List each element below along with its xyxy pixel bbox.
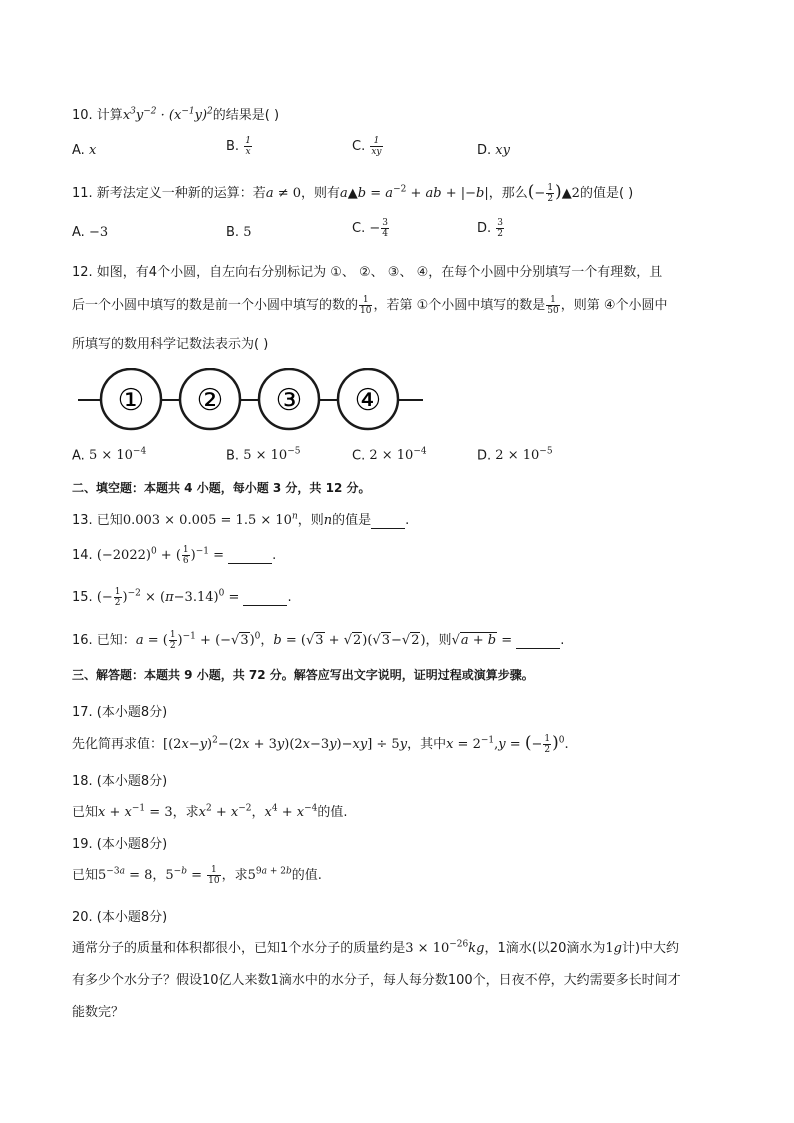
question-12-line-3: 所填写的数用科学记数法表示为( ) — [72, 337, 269, 352]
svg-text:①: ① — [117, 383, 145, 418]
question-20-line-3: 能数完？ — [72, 1005, 125, 1020]
question-18: 已知$x + x^{-1} = 3$，求$x^2 + x^{-2}$，$x^4 + x^{-4}$的值. — [72, 803, 348, 820]
svg-text:③: ③ — [275, 383, 303, 418]
q10-prefix: 10. 计算 — [72, 108, 123, 123]
question-16: 16. 已知：a = ( $\frac{1}{2}$ )$^{-1} + (-√3)^0$，b = (√3 + √2)(√3−√2)，则√a + b = . — [72, 630, 565, 651]
q11-option-b: B. 5 — [226, 225, 252, 240]
q11-option-c: C. − $\frac{3}{4}$ — [352, 218, 388, 239]
q12-option-a: A. $5 \times 10^{-4}$ — [72, 447, 147, 464]
question-14: 14. $(-2022)^0$ + ( $\frac{1}{6}$ )$^{-1}$ = . — [72, 545, 277, 566]
question-12-line-2: 后一个小圆中填写的数是前一个小圆中填写的数的 $\frac{1}{10}$ ，若第 ①个小圆中填写的数是 $\frac{1}{50}$ ，则第 ④个小圆中 — [72, 295, 668, 316]
question-19: 已知$5^{-3a} = 8$，$5^{-b}$ = $\frac{1}{10}$ ，求$5^{9a + 2b}$的值. — [72, 865, 322, 886]
q10-option-a: A. x — [72, 143, 97, 158]
question-17: 先化简再求值：$[(2x-y)^2-(2x + 3y)(2x-3y)-xy] \div 5y$，其中$x = 2^{-1},y$ = (− $\frac{1}{2}$ )$^0$. — [72, 733, 569, 755]
q10-option-d: D. xy — [477, 143, 510, 158]
question-12-line-1: 12. 如图，有4个小圆，自左向右分别标记为 ①、 ②、 ③、 ④，在每个小圆中分别填写一个有理数，且 — [72, 265, 663, 280]
q10-option-b: B. $\frac{1}{x}$ — [226, 136, 251, 157]
q14-answer-blank[interactable] — [228, 548, 272, 564]
q13-answer-blank[interactable] — [371, 513, 405, 529]
circle-2 — [180, 369, 240, 429]
question-20-line-2: 有多少个水分子？假设10亿人来数1滴水中的水分子，每人每分数100个，日夜不停，大约需要多长时间才 — [72, 973, 681, 988]
section-2-heading: 二、填空题：本题共 4 小题，每小题 3 分，共 12 分。 — [72, 481, 371, 495]
section-3-heading: 三、解答题：本题共 9 小题，共 72 分。解答应写出文字说明，证明过程或演算步骤。 — [72, 668, 534, 682]
question-13: 13. 已知$0.003 \times 0.005 = 1.5 \times 10^n$，则n的值是 . — [72, 511, 410, 528]
q12-option-c: C. $2 \times 10^{-4}$ — [352, 447, 427, 464]
svg-text:④: ④ — [354, 383, 382, 418]
question-18-title: 18. (本小题8分) — [72, 774, 168, 789]
svg-text:②: ② — [196, 383, 224, 418]
q11-option-a: A. −3 — [72, 225, 109, 240]
q11-option-d: D. $\frac{3}{2}$ — [477, 218, 504, 239]
circle-1 — [101, 369, 161, 429]
circles-figure — [78, 368, 428, 434]
q12-option-d: D. $2 \times 10^{-5}$ — [477, 447, 553, 464]
q16-answer-blank[interactable] — [516, 633, 560, 649]
q10-option-c: C. $\frac{1}{xy}$ — [352, 136, 382, 157]
question-20-title: 20. (本小题8分) — [72, 910, 168, 925]
q15-answer-blank[interactable] — [243, 590, 287, 606]
question-15: 15. (− $\frac{1}{2}$ )$^{-2} \times (\pi-3.14)^0$ = . — [72, 587, 292, 608]
question-10 — [72, 104, 279, 123]
q10-expression: $x^3y^{-2} \cdot (x^{-1}y)^2$ — [122, 106, 213, 123]
circle-3 — [259, 369, 319, 429]
question-17-title: 17. (本小题8分) — [72, 705, 168, 720]
question-20-line-1: 通常分子的质量和体积都很小，已知1个水分子的质量约是$3 \times 10^{-26}kg$，1滴水(以20滴水为1g计)中大约 — [72, 939, 680, 956]
question-11: 11. 新考法定义一种新的运算：若a ≠ 0，则有a▲b = $a^{-2}$ + ab + |−b|，那么(− $\frac{1}{2}$ )▲2的值是( ) — [72, 182, 634, 204]
circle-4 — [338, 369, 398, 429]
q10-suffix: 的结果是( ) — [212, 108, 280, 123]
question-19-title: 19. (本小题8分) — [72, 837, 168, 852]
q12-option-b: B. $5 \times 10^{-5}$ — [226, 447, 301, 464]
